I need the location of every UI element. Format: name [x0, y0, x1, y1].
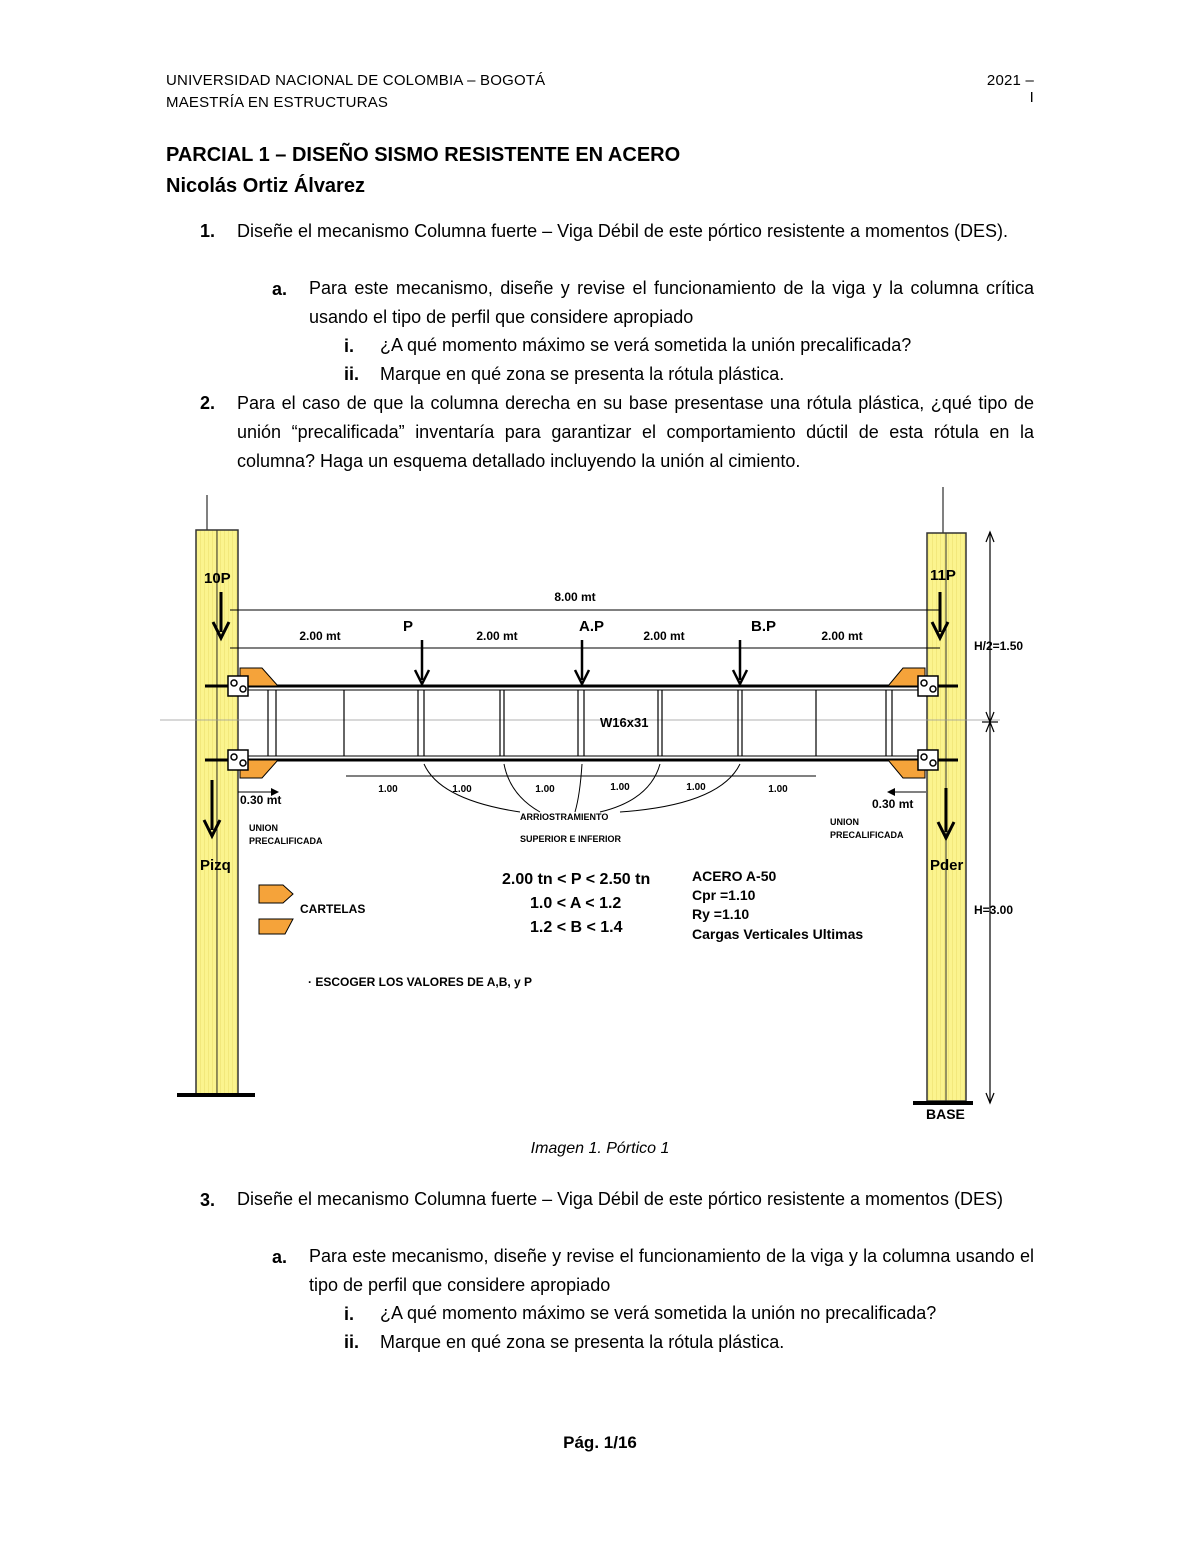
- q1i-number: i.: [344, 336, 355, 356]
- q3ii-text: Marque en qué zona se presenta la rótula plástica.: [380, 1332, 785, 1352]
- q1-number: 1.: [200, 221, 216, 241]
- cpr-value: Cpr =1.10: [692, 887, 756, 903]
- load-p-arrow: [415, 640, 429, 684]
- bracing-spacing-5: 1.00: [686, 782, 706, 793]
- q1i-text: ¿A qué momento máximo se verá sometida la unión precalificada?: [380, 335, 912, 355]
- p-right-label: Pder: [930, 857, 964, 874]
- union-left-2: PRECALIFICADA: [249, 836, 323, 846]
- q3-text: Diseñe el mecanismo Columna fuerte – Viga Débil de este pórtico resistente a momentos (DES): [237, 1189, 1004, 1209]
- range-p: 2.00 tn < P < 2.50 tn: [502, 871, 651, 888]
- choose-values-note: · ESCOGER LOS VALORES DE A,B, y P: [308, 975, 533, 989]
- bracing-spacing-6: 1.00: [768, 784, 788, 795]
- q3i-text: ¿A qué momento máximo se verá sometida la unión no precalificada?: [380, 1303, 937, 1323]
- q3i-number: i.: [344, 1304, 355, 1324]
- q1a-text: Para este mecanismo, diseñe y revise el funcionamiento de la viga y la columna crítica usando el tipo de perfil que considere apropiado: [309, 278, 1034, 327]
- header-semester: 2021 – I: [986, 72, 1034, 106]
- header-program: MAESTRÍA EN ESTRUCTURAS: [166, 94, 389, 111]
- load-bp-label: B.P: [751, 618, 777, 635]
- union-right-2: PRECALIFICADA: [830, 830, 904, 840]
- segment-label-3: 2.00 mt: [643, 629, 685, 643]
- range-b: 1.2 < B < 1.4: [530, 919, 623, 936]
- height-dimensions: [982, 532, 998, 1103]
- bracing-label-2: SUPERIOR E INFERIOR: [520, 834, 622, 844]
- left-haunch-length: 0.30 mt: [240, 793, 282, 807]
- base-label: BASE: [926, 1106, 965, 1122]
- steel-type: ACERO A-50: [692, 868, 777, 884]
- h-half-label: H/2=1.50: [974, 639, 1024, 653]
- span-total-label: 8.00 mt: [554, 590, 596, 604]
- load-bp-arrow: [733, 640, 747, 684]
- loads-note: Cargas Verticales Ultimas: [692, 926, 864, 942]
- right-top-load-label: 11P: [930, 567, 956, 584]
- bracing-spacing-1: 1.00: [378, 784, 398, 795]
- right-haunch-length: 0.30 mt: [872, 797, 914, 811]
- beam-section-label: W16x31: [600, 715, 649, 730]
- q1ii-text: Marque en qué zona se presenta la rótula plástica.: [380, 364, 785, 384]
- load-ap-arrow: [575, 640, 589, 684]
- union-right-1: UNION: [830, 817, 859, 827]
- range-a: 1.0 < A < 1.2: [530, 895, 622, 912]
- q1-text: Diseñe el mecanismo Columna fuerte – Viga Débil de este pórtico resistente a momentos (DES).: [237, 221, 1009, 241]
- bracing-spacing-4: 1.00: [610, 782, 630, 793]
- bracing-spacing-2: 1.00: [452, 784, 472, 795]
- q2-number: 2.: [200, 393, 216, 413]
- q1ii-number: ii.: [344, 364, 360, 384]
- page-number: Pág. 1/16: [563, 1433, 637, 1452]
- h-label: H=3.00: [974, 903, 1014, 917]
- beam: [160, 686, 1000, 760]
- ry-value: Ry =1.10: [692, 906, 750, 922]
- segment-label-4: 2.00 mt: [821, 629, 863, 643]
- bracing-label-1: ARRIOSTRAMIENTO: [520, 812, 609, 822]
- author-name: Nicolás Ortiz Álvarez: [166, 175, 365, 197]
- union-left-1: UNION: [249, 823, 278, 833]
- q3a-number: a.: [272, 1247, 288, 1267]
- left-top-load-label: 10P: [204, 570, 231, 587]
- q3-number: 3.: [200, 1190, 216, 1210]
- cartela-legend-bottom: [259, 919, 293, 934]
- cartela-legend-top: [259, 885, 293, 903]
- bracing-spacing-3: 1.00: [535, 784, 555, 795]
- load-p-label: P: [403, 618, 414, 635]
- q1a-number: a.: [272, 279, 288, 299]
- page-title: PARCIAL 1 – DISEÑO SISMO RESISTENTE EN ACERO: [166, 144, 681, 166]
- figure-caption: Imagen 1. Pórtico 1: [530, 1140, 670, 1157]
- q3ii-number: ii.: [344, 1332, 360, 1352]
- load-ap-label: A.P: [579, 618, 605, 635]
- p-left-label: Pizq: [200, 857, 231, 874]
- legend-cartelas: CARTELAS: [300, 902, 366, 916]
- header-university: UNIVERSIDAD NACIONAL DE COLOMBIA – BOGOTÁ: [166, 72, 546, 89]
- segment-label-1: 2.00 mt: [299, 629, 341, 643]
- q3a-text: Para este mecanismo, diseñe y revise el funcionamiento de la viga y la columna usando el tipo de perfil que considere apropiado: [309, 1246, 1034, 1295]
- q2-text: Para el caso de que la columna derecha en su base presentase una rótula plástica, ¿qué tipo de unión “precalificada” inventaría para garantizar el comportamiento dúctil de esta rótula en la columna? Haga un esquema detallado incluyendo la unión al cimiento.: [237, 393, 1034, 471]
- segment-label-2: 2.00 mt: [476, 629, 518, 643]
